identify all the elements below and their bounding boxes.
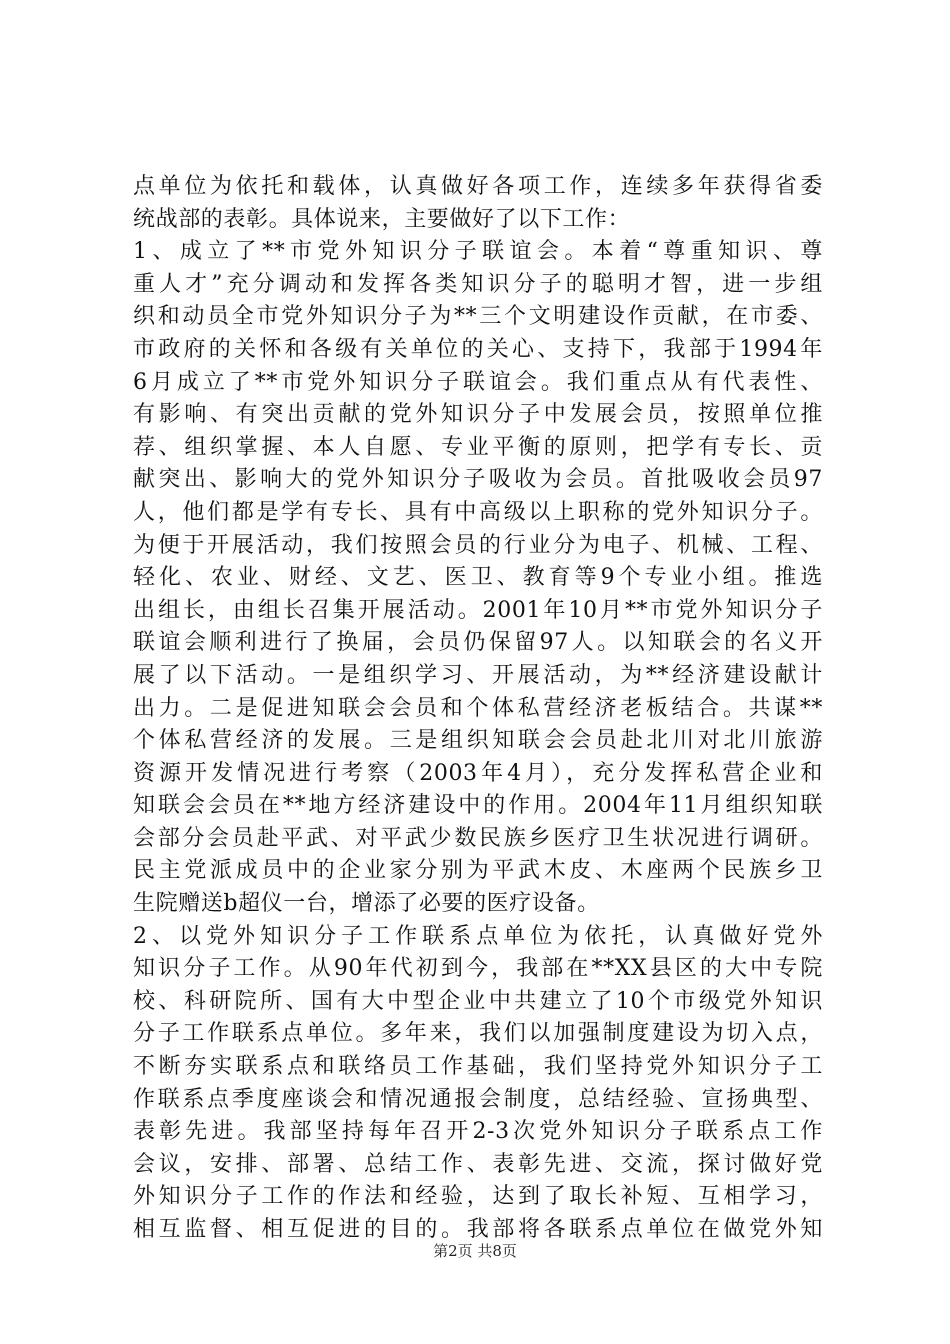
text-line: 点单位为依托和载体，认真做好各项工作，连续多年获得省委 bbox=[133, 174, 823, 199]
text-line: 重人才”充分调动和发挥各类知识分子的聪明才智，进一步组 bbox=[133, 271, 823, 297]
text-line: 展了以下活动。一是组织学习、开展活动，为**经济建设献计 bbox=[133, 662, 823, 688]
text-line: 2、以党外知识分子工作联系点单位为依托，认真做好党外 bbox=[133, 923, 823, 949]
text-line: 1、成立了**市党外知识分子联谊会。本着“尊重知识、尊 bbox=[133, 239, 823, 265]
text-line: 荐、组织掌握、本人自愿、专业平衡的原则，把学有专长、贡 bbox=[133, 434, 823, 460]
text-line: 会部分会员赴平武、对平武少数民族乡医疗卫生状况进行调研。 bbox=[133, 825, 823, 851]
text-line: 校、科研院所、国有大中型企业中共建立了10个市级党外知识 bbox=[133, 988, 823, 1014]
text-line: 作联系点季度座谈会和情况通报会制度，总结经验、宣扬典型、 bbox=[133, 1086, 823, 1112]
text-line: 相互监督、相互促进的目的。我部将各联系点单位在做党外知 bbox=[133, 1217, 823, 1242]
text-line: 市政府的关怀和各级有关单位的关心、支持下，我部于1994年 bbox=[133, 336, 823, 362]
text-line: 知联会会员在**地方经济建设中的作用。2004年11月组织知联 bbox=[133, 793, 823, 819]
text-line: 有影响、有突出贡献的党外知识分子中发展会员，按照单位推 bbox=[133, 402, 823, 428]
text-line: 个体私营经济的发展。三是组织知联会会员赴北川对北川旅游 bbox=[133, 728, 823, 754]
document-body bbox=[133, 171, 823, 1247]
text-line: 献突出、影响大的党外知识分子吸收为会员。首批吸收会员97 bbox=[133, 467, 823, 493]
text-line: 联谊会顺利进行了换届，会员仍保留97人。以知联会的名义开 bbox=[133, 630, 823, 656]
text-line: 为便于开展活动，我们按照会员的行业分为电子、机械、工程、 bbox=[133, 532, 823, 558]
text-line: 轻化、农业、财经、文艺、医卫、教育等9个专业小组。推选 bbox=[133, 565, 823, 591]
text-line: 会议，安排、部署、总结工作、表彰先进、交流，探讨做好党 bbox=[133, 1151, 823, 1177]
text-line: 人，他们都是学有专长、具有中高级以上职称的党外知识分子。 bbox=[133, 499, 823, 525]
text-line: 6月成立了**市党外知识分子联谊会。我们重点从有代表性、 bbox=[133, 369, 823, 395]
text-line: 织和动员全市党外知识分子为**三个文明建设作贡献，在市委、 bbox=[133, 304, 823, 330]
text-line: 外知识分子工作的作法和经验，达到了取长补短、互相学习， bbox=[133, 1184, 823, 1210]
text-line: 资源开发情况进行考察（2003年4月），充分发挥私营企业和 bbox=[133, 760, 823, 786]
text-line: 分子工作联系点单位。多年来，我们以加强制度建设为切入点， bbox=[133, 1021, 823, 1047]
text-line: 民主党派成员中的企业家分别为平武木皮、木座两个民族乡卫 bbox=[133, 858, 823, 884]
page-footer: 第2页 共8页 bbox=[433, 1242, 517, 1260]
text-line: 不断夯实联系点和联络员工作基础，我们坚持党外知识分子工 bbox=[133, 1054, 823, 1080]
text-line: 统战部的表彰。具体说来，主要做好了以下工作： bbox=[133, 206, 631, 232]
text-line: 表彰先进。我部坚持每年召开2-3次党外知识分子联系点工作 bbox=[133, 1119, 823, 1145]
text-line: 出力。二是促进知联会会员和个体私营经济老板结合。共谋** bbox=[133, 695, 823, 721]
text-line: 生院赠送b超仪一台，增添了必要的医疗设备。 bbox=[133, 891, 600, 917]
text-line: 知识分子工作。从90年代初到今，我部在**XX县区的大中专院 bbox=[133, 956, 823, 982]
text-line: 出组长，由组长召集开展活动。2001年10月**市党外知识分子 bbox=[133, 597, 823, 623]
